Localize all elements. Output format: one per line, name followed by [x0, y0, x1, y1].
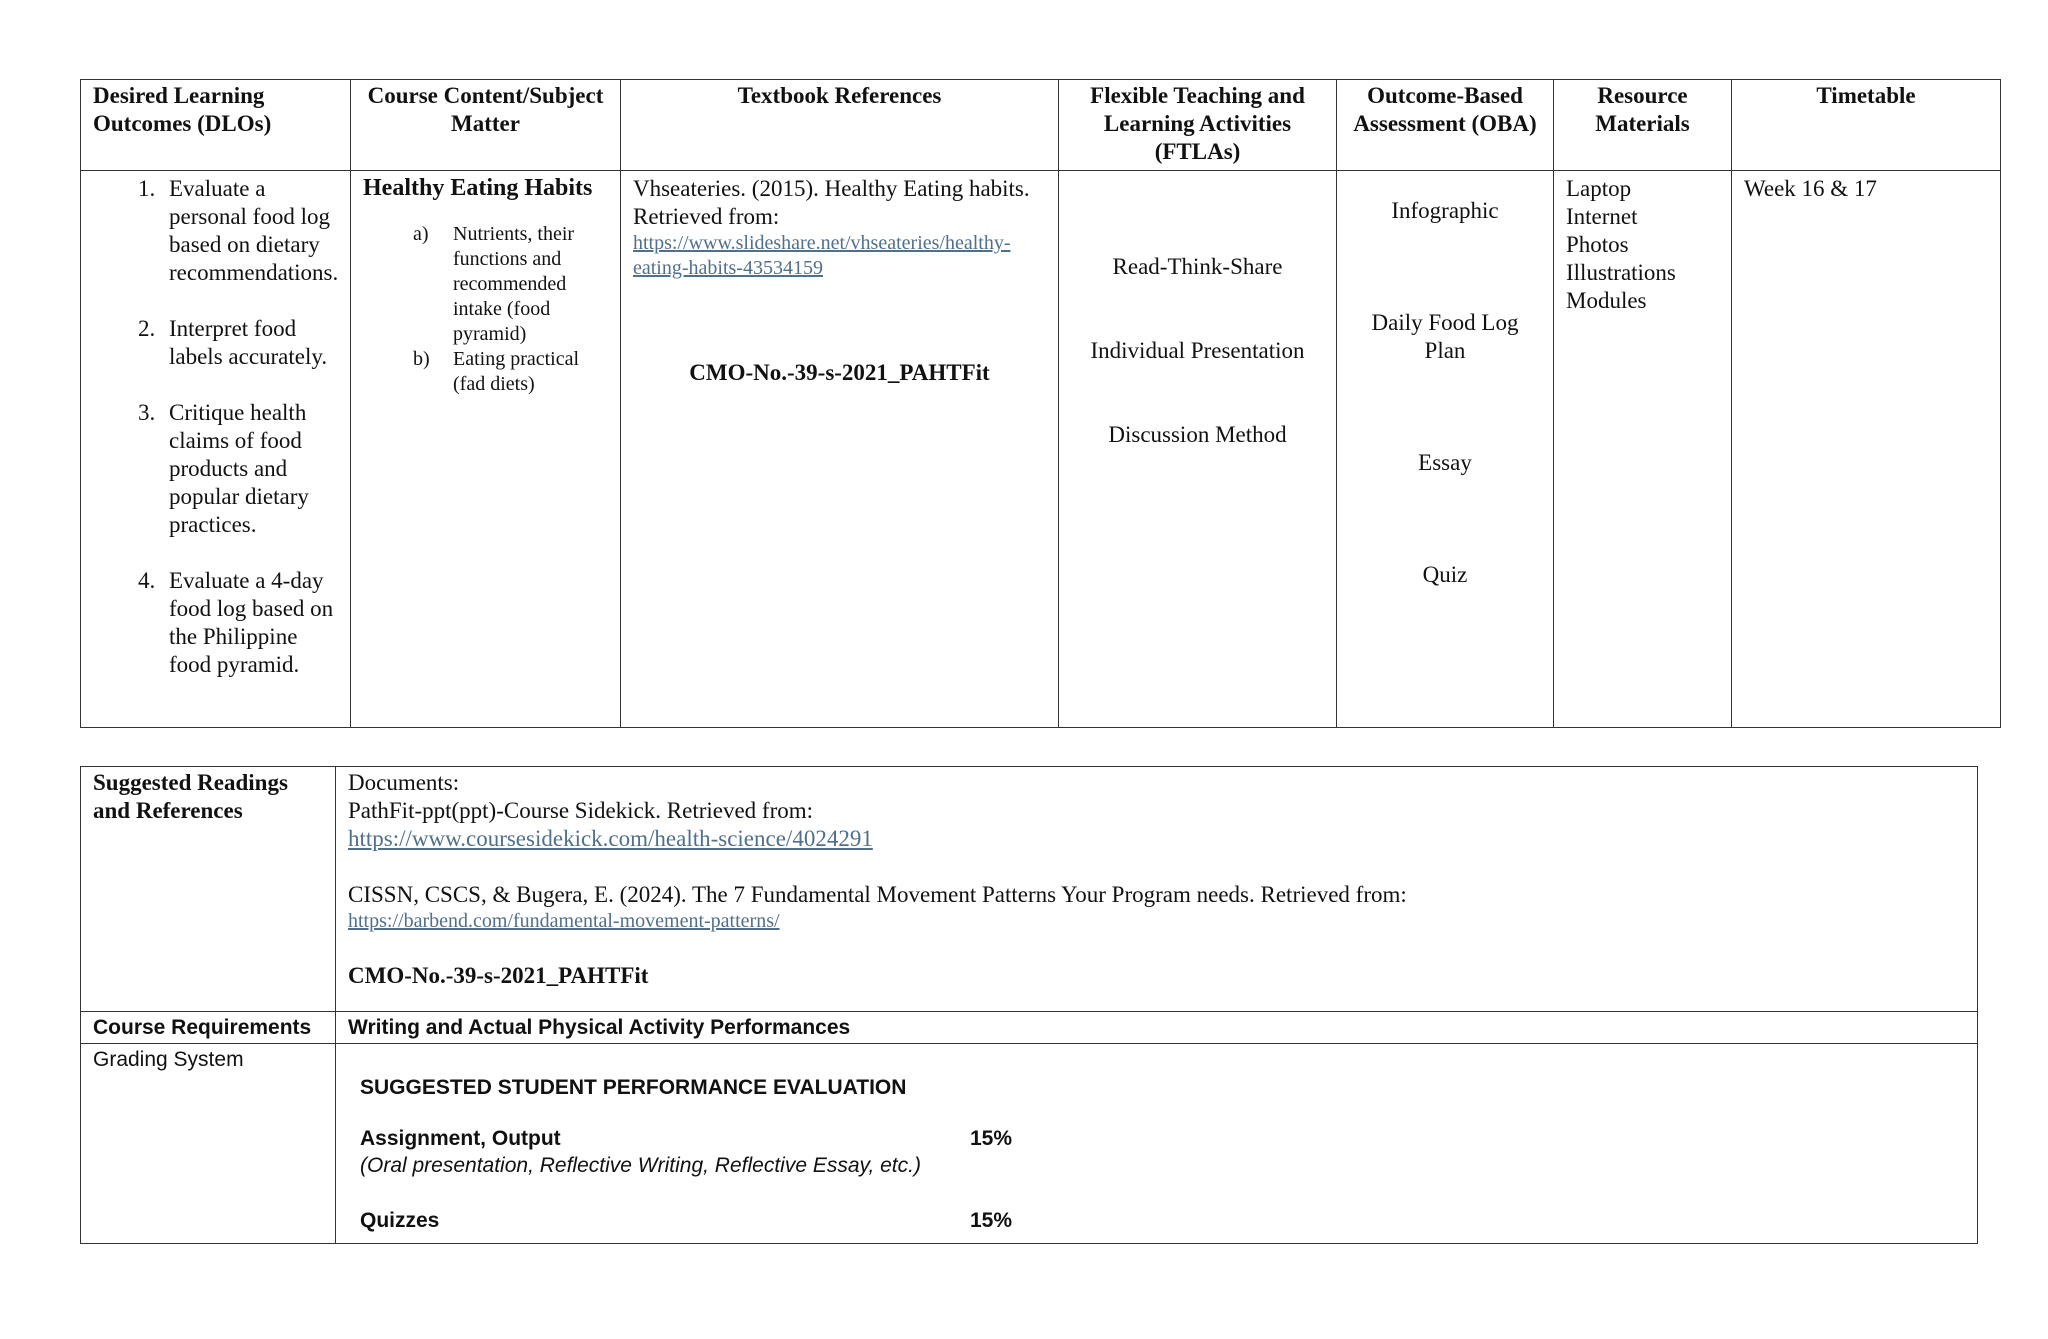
content-sublist [363, 222, 608, 397]
grading-cell [336, 1044, 1978, 1244]
oba-item: Quiz [1422, 562, 1468, 587]
oba-item: Infographic [1391, 198, 1499, 223]
timetable-cell [1732, 171, 2001, 728]
evaluation-percent: 15% [970, 1209, 1013, 1232]
reference-link[interactable]: https://www.coursesidekick.com/health-science/4024291 [348, 826, 873, 851]
textbook-link[interactable]: https://www.slideshare.net/vhseateries/healthy-eating-habits-43534159 [633, 232, 1011, 279]
subitem-text: Eating practical (fad diets) [453, 348, 580, 395]
evaluation-item [360, 1125, 1965, 1152]
content-subitem [363, 347, 608, 397]
resource-item: Internet [1566, 204, 1638, 229]
evaluation-note: (Oral presentation, Reflective Writing, Reflective Essay, etc.) [360, 1154, 921, 1177]
header-ftla: Flexible Teaching and Learning Activities (FTLAs) [1059, 80, 1337, 171]
dlo-item: 3. Critique health claims of food products and popular dietary practices. [161, 399, 342, 539]
evaluation-title: SUGGESTED STUDENT PERFORMANCE EVALUATION [360, 1076, 907, 1099]
header-row [81, 80, 2001, 171]
requirements-row [81, 1012, 1978, 1044]
header-timetable: Timetable [1732, 80, 2001, 171]
timetable-value: Week 16 & 17 [1744, 176, 1877, 201]
subitem-marker: b) [413, 348, 430, 370]
dlo-item: 1. Evaluate a personal food log based on dietary recommendations. [161, 175, 342, 287]
content-title: Healthy Eating Habits [363, 175, 593, 201]
readings-label: Suggested Readings and References [81, 767, 336, 1012]
grading-row [81, 1044, 1978, 1244]
content-subitem [363, 222, 608, 347]
body-row [81, 171, 2001, 728]
ftla-item: Read-Think-Share [1112, 254, 1283, 279]
resource-item: Illustrations [1566, 260, 1676, 285]
requirements-value: Writing and Actual Physical Activity Performances [336, 1012, 1978, 1044]
evaluation-label: Assignment, Output [360, 1127, 561, 1150]
header-oba: Outcome-Based Assessment (OBA) [1337, 80, 1554, 171]
resources-cell [1554, 171, 1732, 728]
dlo-cell [81, 171, 351, 728]
resource-item: Modules [1566, 288, 1647, 313]
evaluation-label: Quizzes [360, 1209, 440, 1232]
course-plan-table [80, 79, 2001, 728]
ftla-cell [1059, 171, 1337, 728]
readings-cell [336, 767, 1978, 1012]
textbook-cmo: CMO-No.-39-s-2021_PAHTFit [689, 360, 990, 385]
grading-label: Grading System [81, 1044, 336, 1244]
subitem-marker: a) [413, 223, 429, 245]
oba-item: Daily Food Log Plan [1371, 310, 1519, 363]
requirements-label: Course Requirements [81, 1012, 336, 1044]
content-cell [351, 171, 621, 728]
references-table [80, 766, 1978, 1244]
resource-item: Photos [1566, 232, 1629, 257]
evaluation-percent: 15% [970, 1127, 1013, 1150]
ftla-item: Individual Presentation [1090, 338, 1305, 363]
header-content: Course Content/Subject Matter [351, 80, 621, 171]
reference-link[interactable]: https://barbend.com/fundamental-movement-patterns/ [348, 910, 780, 932]
dlo-list [81, 175, 342, 679]
readings-row [81, 767, 1978, 1012]
header-dlo: Desired Learning Outcomes (DLOs) [81, 80, 351, 171]
oba-item: Essay [1418, 450, 1472, 475]
reference-citation: PathFit-ppt(ppt)-Course Sidekick. Retrieved from: [348, 798, 814, 823]
documents-label: Documents: [348, 770, 460, 795]
textbook-citation: Vhseateries. (2015). Healthy Eating habits. Retrieved from: [633, 176, 1030, 229]
resource-item: Laptop [1566, 176, 1632, 201]
header-textbook: Textbook References [621, 80, 1059, 171]
header-resources: Resource Materials [1554, 80, 1732, 171]
dlo-item: 2. Interpret food labels accurately. [161, 315, 342, 371]
dlo-item: 4. Evaluate a 4-day food log based on the Philippine food pyramid. [161, 567, 342, 679]
oba-cell [1337, 171, 1554, 728]
reference-citation: CISSN, CSCS, & Bugera, E. (2024). The 7 Fundamental Movement Patterns Your Program needs. Retrieved from: [348, 882, 1407, 907]
subitem-text: Nutrients, their functions and recommended intake (food pyramid) [453, 223, 575, 345]
reference-cmo: CMO-No.-39-s-2021_PAHTFit [348, 963, 649, 988]
ftla-item: Discussion Method [1108, 422, 1287, 447]
textbook-cell [621, 171, 1059, 728]
evaluation-item [360, 1207, 1965, 1234]
